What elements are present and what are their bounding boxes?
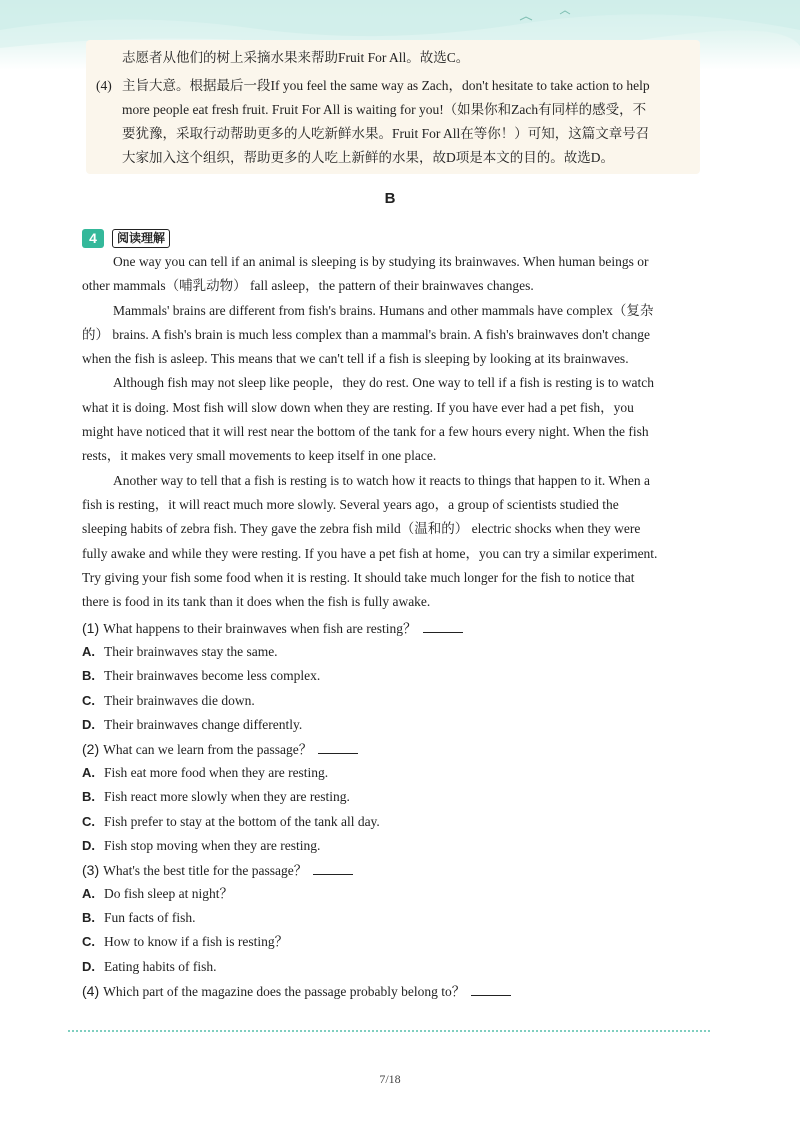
option-text: Their brainwaves stay the same. [104, 644, 278, 660]
passage-line: Try giving your fish some food when it is resting. It should take much longer for the fish to notice that [82, 569, 635, 585]
passage-line: might have noticed that it will rest near the bottom of the tank for a few hours every night. When the fish [82, 424, 649, 440]
option-text: Fish eat more food when they are resting. [104, 765, 329, 781]
question-number: (4) [82, 982, 100, 999]
answer-line: 主旨大意。根据最后一段If you feel the same way as Zach，don't hesitate to take action to help [122, 78, 650, 93]
question-stem [82, 737, 687, 761]
passage-line: Although fish may not sleep like people，they do rest. One way to tell if a fish is resting is to watch [113, 375, 655, 391]
option-text: Fun facts of fish. [104, 910, 196, 926]
option-letter: C. [82, 934, 95, 950]
question-text: What's the best title for the passage？ [103, 862, 308, 878]
answer-blank[interactable] [313, 862, 353, 875]
option-text: Their brainwaves die down. [104, 692, 255, 708]
page-number: 7/18 [379, 1072, 401, 1086]
option-letter: C. [82, 692, 95, 708]
question-number: (2) [82, 740, 100, 757]
passage-line: sleeping habits of zebra fish. They gave the zebra fish mild（温和的） electric shocks when they were [82, 521, 641, 537]
question-number: (3) [82, 861, 100, 878]
passage-line: One way you can tell if an animal is sleeping is by studying its brainwaves. When human beings or [113, 254, 649, 269]
answer-option[interactable] [82, 689, 687, 713]
answer-option[interactable] [82, 785, 687, 809]
answer-line: 志愿者从他们的树上采摘水果来帮助Fruit For All。故选C。 [122, 50, 470, 65]
answer-explanation-box [86, 40, 700, 174]
reading-passage [82, 250, 687, 614]
option-letter: D. [82, 837, 95, 853]
option-letter: B. [82, 910, 95, 926]
section-heading: B [384, 190, 396, 207]
option-letter: A. [82, 765, 95, 781]
question-stem [82, 979, 687, 1003]
answer-blank[interactable] [471, 983, 511, 996]
question-text: What can we learn from the passage？ [103, 741, 313, 757]
option-text: Fish prefer to stay at the bottom of the tank all day. [104, 813, 380, 829]
answer-option[interactable] [82, 810, 687, 834]
option-letter: D. [82, 716, 95, 732]
answer-blank[interactable] [318, 741, 358, 754]
question-number-badge: 4 [82, 229, 104, 248]
passage-line: Another way to tell that a fish is resting is to watch how it reacts to things that happen to it. When a [113, 472, 651, 488]
answer-blank[interactable] [423, 620, 463, 633]
answer-line: 要犹豫，采取行动帮助更多的人吃新鲜水果。Fruit For All在等你！）可知，这篇文章号召 [122, 126, 650, 141]
passage-line: when the fish is asleep. This means that we can't tell if a fish is sleeping by looking at its brainwaves. [82, 351, 629, 367]
question-stem [82, 616, 687, 640]
option-letter: A. [82, 644, 95, 660]
option-letter: C. [82, 813, 95, 829]
answer-option[interactable] [82, 664, 687, 688]
passage-line: fully awake and while they were resting. If you have a pet fish at home，you can try a similar experiment. [82, 545, 658, 561]
question-text: Which part of the magazine does the passage probably belong to？ [103, 983, 466, 999]
passage-line: fish is resting，it will react much more slowly. Several years ago，a group of scientists studied the [82, 496, 619, 512]
option-letter: D. [82, 958, 95, 974]
passage-line: other mammals（哺乳动物） fall asleep，the pattern of their brainwaves changes. [82, 278, 534, 294]
option-text: Their brainwaves become less complex. [104, 668, 321, 684]
question-number: (1) [82, 620, 100, 636]
answer-option[interactable] [82, 640, 687, 664]
answer-line: more people eat fresh fruit. Fruit For All is waiting for you!（如果你和Zach有同样的感受，不 [122, 102, 647, 117]
answer-option[interactable] [82, 713, 687, 737]
question-stem [82, 858, 687, 882]
option-text: How to know if a fish is resting？ [104, 934, 289, 950]
option-text: Fish react more slowly when they are resting. [104, 789, 350, 805]
option-text: Eating habits of fish. [104, 958, 217, 974]
question-text: What happens to their brainwaves when fish are resting？ [103, 621, 417, 636]
option-text: Their brainwaves change differently. [104, 716, 303, 732]
passage-line: there is food in its tank than it does when the fish is fully awake. [82, 594, 431, 610]
passage-line: rests，it makes very small movements to keep itself in one place. [82, 448, 437, 464]
answer-line: 大家加入这个组织，帮助更多的人吃上新鲜的水果，故D项是本文的目的。故选D。 [122, 150, 614, 165]
answer-option[interactable] [82, 882, 687, 906]
passage-line: what it is doing. Most fish will slow down when they are resting. If you have ever had a pet fish，you [82, 399, 634, 415]
option-letter: B. [82, 789, 95, 805]
passage-line: 的） brains. A fish's brain is much less complex than a mammal's brain. A fish's brainwaves don't change [82, 326, 651, 342]
option-letter: A. [82, 886, 95, 902]
answer-option[interactable] [82, 834, 687, 858]
option-letter: B. [82, 668, 95, 684]
option-text: Do fish sleep at night？ [104, 886, 233, 902]
passage-line: Mammals' brains are different from fish's brains. Humans and other mammals have complex（复杂 [113, 302, 654, 318]
question-type-label: 阅读理解 [112, 229, 170, 248]
question-list [82, 616, 687, 1003]
answer-option[interactable] [82, 761, 687, 785]
option-text: Fish stop moving when they are resting. [104, 837, 321, 853]
dotted-divider [68, 1030, 710, 1032]
answer-option[interactable] [82, 930, 687, 954]
answer-option[interactable] [82, 906, 687, 930]
answer-item-number: (4) [96, 78, 112, 93]
answer-option[interactable] [82, 955, 687, 979]
